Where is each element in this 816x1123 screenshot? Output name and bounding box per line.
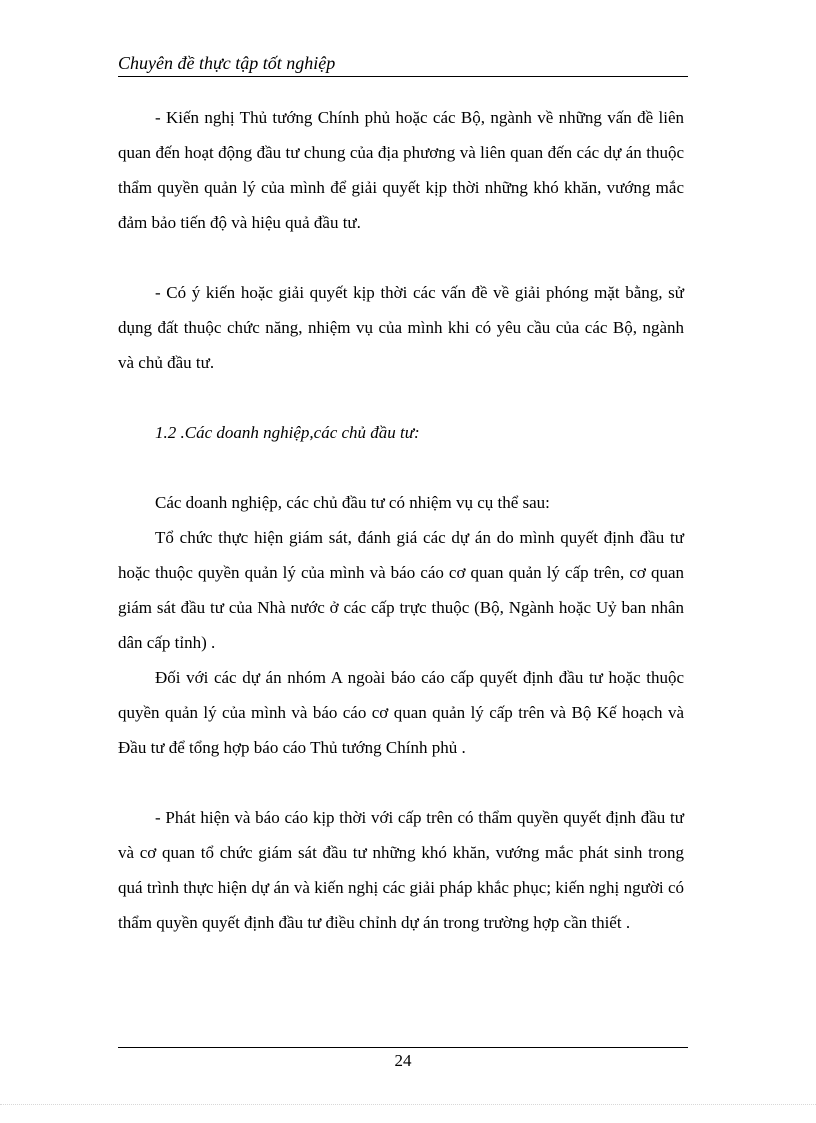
header-title: Chuyên đề thực tập tốt nghiệp: [118, 53, 336, 73]
paragraph-gap: [118, 380, 684, 415]
section-heading: 1.2 .Các doanh nghiệp,các chủ đầu tư:: [155, 423, 420, 442]
paragraph-4: Tổ chức thực hiện giám sát, đánh giá các dự án do mình quyết định đầu tư hoặc thuộc quyền quản lý của mình và báo cáo cơ quan quản lý cấp trên, cơ quan giám sát đầu tư của Nhà nước ở các cấp trực thuộc (Bộ, Ngành hoặc Uỷ ban nhân dân cấp tỉnh) .: [118, 528, 684, 652]
paragraph-3: Các doanh nghiệp, các chủ đầu tư có nhiệm vụ cụ thể sau:: [155, 493, 550, 512]
paragraph-gap: [118, 765, 684, 800]
paragraph-gap: [118, 450, 684, 485]
page-number: 24: [394, 1051, 412, 1070]
paragraph-gap: [118, 240, 684, 275]
footer-rule: [118, 1047, 688, 1048]
paragraph-5: Đối với các dự án nhóm A ngoài báo cáo cấp quyết định đầu tư hoặc thuộc quyền quản lý của mình và báo cáo cơ quan quản lý cấp trên và Bộ Kế hoạch và Đầu tư để tổng hợp báo cáo Thủ tướng Chính phủ .: [118, 668, 684, 757]
paragraph-6: - Phát hiện và báo cáo kịp thời với cấp trên có thẩm quyền quyết định đầu tư và cơ quan tổ chức giám sát đầu tư những khó khăn, vướng mắc phát sinh trong quá trình thực hiện dự án và kiến nghị các giải pháp khắc phục; kiến nghị người có thẩm quyền quyết định đầu tư điều chỉnh dự án trong trường hợp cần thiết .: [118, 808, 684, 932]
paragraph-2: - Có ý kiến hoặc giải quyết kịp thời các vấn đề về giải phóng mặt bằng, sử dụng đất thuộc chức năng, nhiệm vụ của mình khi có yêu cầu của các Bộ, ngành và chủ đầu tư.: [118, 283, 684, 372]
paragraph-1: - Kiến nghị Thủ tướng Chính phủ hoặc các Bộ, ngành về những vấn đề liên quan đến hoạt động đầu tư chung của địa phương và liên quan đến các dự án thuộc thẩm quyền quản lý của mình để giải quyết kịp thời những khó khăn, vướng mắc đảm bảo tiến độ và hiệu quả đầu tư.: [118, 108, 684, 232]
page-header: [118, 52, 688, 77]
document-body: [118, 100, 684, 940]
page-bottom-edge: [0, 1104, 816, 1123]
